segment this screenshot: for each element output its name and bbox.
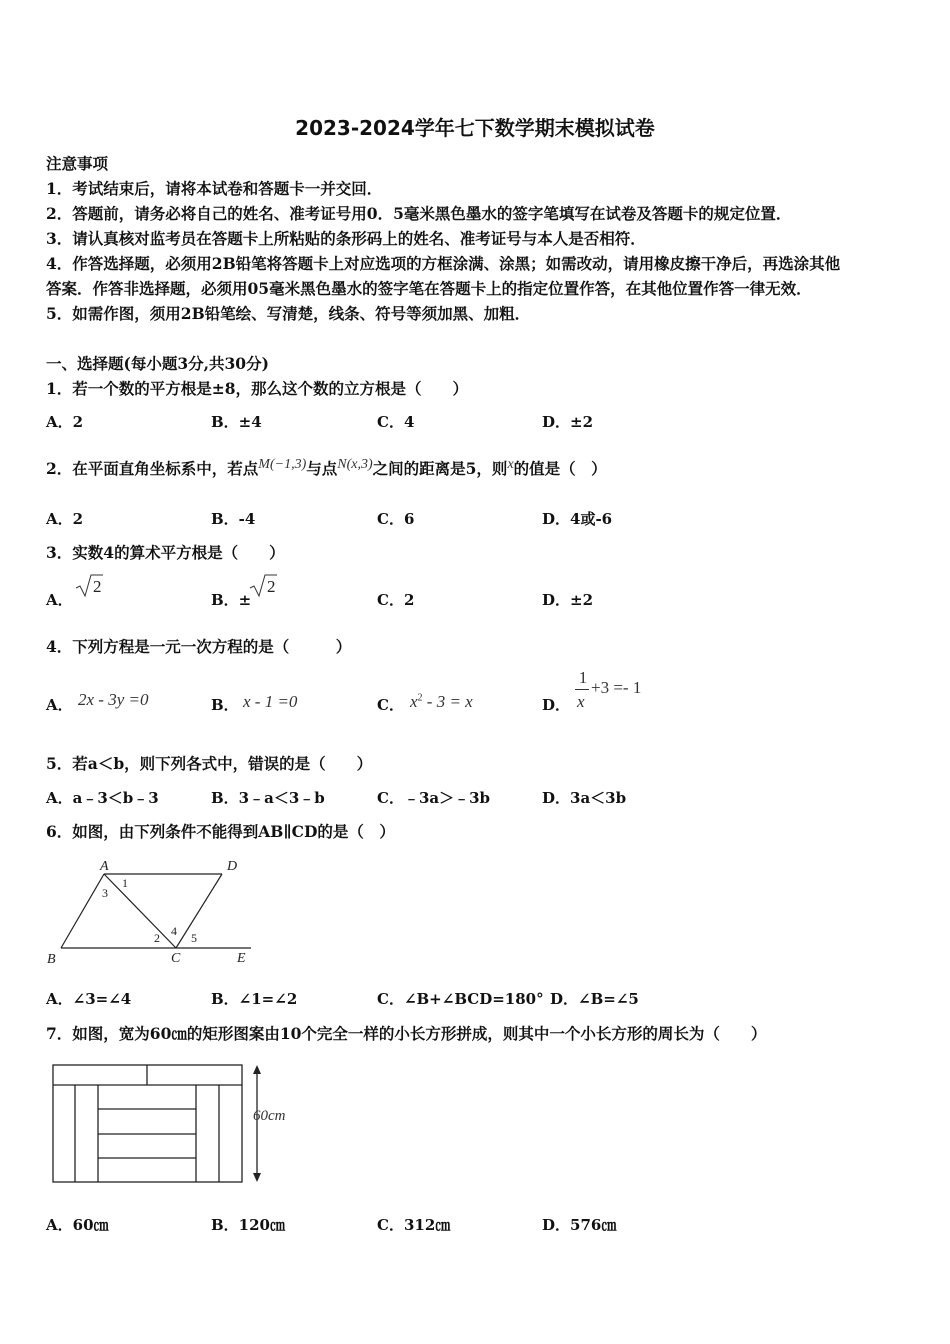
q2-option-a: A．2 (46, 510, 84, 528)
q2-stem (46, 457, 607, 479)
q3-option-b-label: B．± (211, 591, 252, 609)
q7-option-a: A．60㎝ (46, 1216, 109, 1234)
q6-option-b: B．∠1=∠2 (211, 990, 298, 1008)
q2-option-d: D．4或-6 (542, 510, 613, 528)
q4-option-c-base: x (410, 692, 418, 711)
q6-label-d: D (227, 859, 238, 874)
q6-segment-cd (176, 874, 222, 948)
q3-stem: 3．实数4的算术平方根是（ ） (46, 543, 285, 562)
section-heading: 一、选择题(每小题3分,共30分) (46, 354, 269, 373)
q1-option-a: A．2 (46, 413, 84, 431)
q6-label-c: C (171, 951, 181, 966)
q7-dimension-label: 60cm (253, 1108, 286, 1124)
q2-stem-part3: 之间的距离是5，则 (372, 459, 508, 478)
q2-point-m: M(−1,3) (258, 457, 307, 472)
q1-option-d: D．±2 (542, 413, 594, 431)
q3-option-a-radicand: 2 (93, 577, 102, 596)
q6-label-a: A (100, 859, 109, 874)
q3-option-d: D．±2 (542, 591, 594, 609)
q4-option-d-fraction-bar (575, 689, 589, 690)
notice-item-1: 1．考试结束后，请将本试卷和答题卡一并交回． (46, 179, 383, 198)
q7-stem: 7．如图，宽为60㎝的矩形图案由10个完全一样的小长方形拼成，则其中一个小长方形的周长为（ ） (46, 1024, 767, 1043)
q4-option-b-expr: x - 1 =0 (243, 692, 298, 711)
q6-angle-5: 5 (191, 931, 197, 945)
q2-option-b: B．-4 (211, 510, 256, 528)
q2-stem-part1: 2．在平面直角坐标系中，若点 (46, 459, 259, 478)
notice-item-4: 4．作答选择题，必须用2B铅笔将答题卡上对应选项的方框涂满、涂黑；如需改动，请用橡皮擦干净后，再选涂其他 (46, 254, 841, 273)
q4-option-d-label: D． (542, 696, 571, 714)
q4-option-b-label: B． (211, 696, 239, 714)
q4-option-c-rest: - 3 = x (422, 692, 473, 711)
q1-option-b: B．±4 (211, 413, 262, 431)
q6-angle-3: 3 (102, 886, 108, 900)
q2-stem-part4: 的值是（ ） (513, 459, 607, 478)
q2-stem-part2: 与点 (306, 459, 338, 478)
q7-arrow-top (253, 1065, 261, 1074)
q1-stem: 1．若一个数的平方根是±8，那么这个数的立方根是（ ） (46, 379, 469, 398)
q4-option-d-numerator: 1 (578, 668, 588, 687)
q6-angle-4: 4 (171, 924, 177, 938)
q1-option-c: C．4 (377, 413, 415, 431)
q3-option-c: C．2 (377, 591, 415, 609)
notice-item-5: 5．如需作图，须用2B铅笔绘、写清楚，线条、符号等须加黑、加粗． (46, 304, 531, 323)
q6-label-b: B (47, 952, 56, 967)
q4-option-d-denominator: x (577, 692, 585, 711)
q4-option-c-expr (410, 692, 473, 712)
q6-option-d: D．∠B=∠5 (550, 990, 639, 1008)
notice-heading: 注意事项 (46, 154, 109, 173)
q4-stem: 4．下列方程是一元一次方程的是（ ） (46, 637, 352, 656)
q2-option-c: C．6 (377, 510, 415, 528)
q7-arrow-bottom (253, 1173, 261, 1182)
q2-var-x: x (507, 457, 514, 472)
q4-option-c-label: C． (377, 696, 404, 714)
q6-angle-2: 2 (154, 931, 160, 945)
q6-segment-ac (104, 874, 176, 948)
q5-option-c: C．﹣3a＞﹣3b (377, 789, 491, 807)
q6-segment-ab (61, 874, 104, 948)
q6-stem: 6．如图，由下列条件不能得到AB∥CD的是（ ） (46, 822, 395, 841)
q2-point-n: N(x,3) (337, 457, 373, 472)
notice-item-4-cont: 答案．作答非选择题，必须用05毫米黑色墨水的签字笔在答题卡上的指定位置作答，在其他位置作答一律无效． (46, 279, 812, 298)
q7-option-c: C．312㎝ (377, 1216, 451, 1234)
notice-item-3: 3．请认真核对监考员在答题卡上所粘贴的条形码上的姓名、准考证号与本人是否相符． (46, 229, 646, 248)
page-title: 2023-2024学年七下数学期末模拟试卷 (295, 116, 655, 140)
q5-stem: 5．若a＜b，则下列各式中，错误的是（ ） (46, 754, 373, 773)
q7-figure (48, 1060, 308, 1188)
q3-option-b-sqrt (248, 573, 278, 599)
q6-option-a: A．∠3=∠4 (46, 990, 132, 1008)
q3-option-a-sqrt (74, 573, 104, 599)
q4-option-a-expr: 2x - 3y =0 (78, 690, 149, 709)
q7-option-b: B．120㎝ (211, 1216, 285, 1234)
q4-option-d-rest: +3 =- 1 (591, 678, 642, 697)
q5-option-d: D．3a＜3b (542, 789, 627, 807)
q6-label-e: E (237, 951, 246, 966)
q7-option-d: D．576㎝ (542, 1216, 617, 1234)
q5-option-b: B．3﹣a＜3﹣b (211, 789, 325, 807)
q6-figure (44, 855, 259, 970)
q6-angle-1: 1 (122, 876, 128, 890)
q3-option-a-label: A． (46, 591, 73, 609)
q6-option-c: C．∠B+∠BCD=180° (377, 990, 544, 1008)
q4-option-a-label: A． (46, 696, 73, 714)
q4-option-c-sup: 2 (417, 692, 423, 704)
q3-option-b-radicand: 2 (267, 577, 276, 596)
q5-option-a: A．a﹣3＜b﹣3 (46, 789, 159, 807)
notice-item-2: 2．答题前，请务必将自己的姓名、准考证号用0．5毫米黑色墨水的签字笔填写在试卷及答题卡的规定位置． (46, 204, 792, 223)
